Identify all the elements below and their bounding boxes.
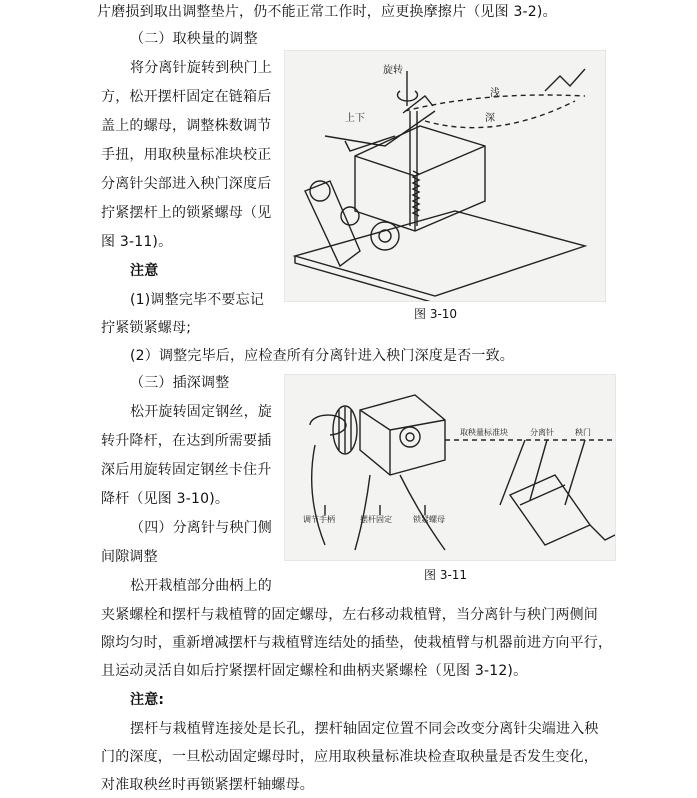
text-line: 转升降杆，在达到所需要插	[101, 433, 272, 449]
text-line: 松开栽植部分曲柄上的	[130, 578, 272, 594]
label-deep: 深	[485, 113, 495, 124]
text-line: 拧紧锁紧螺母;	[101, 320, 192, 336]
label-shallow: 浅	[490, 88, 500, 99]
note-title: 注意	[130, 263, 159, 279]
label-arm-fix: 摆杆固定	[360, 515, 392, 524]
text-line: 盖上的螺母，调整株数调节	[101, 118, 272, 134]
label-updown: 上下	[345, 113, 365, 124]
text-line: 将分离针旋转到秧门上	[130, 60, 272, 76]
text-line: (2）调整完毕后，应检查所有分离针进入秧门深度是否一致。	[130, 348, 514, 364]
text-line: (1)调整完毕不要忘记	[130, 292, 265, 308]
figure-3-11	[284, 374, 616, 561]
text-line: 降杆（见图 3-10)。	[101, 491, 230, 507]
text-line: 方，松开摆杆固定在链箱后	[101, 89, 272, 105]
text-line: 门的深度，一旦松动固定螺母时，应用取秧量标准块检查取秧量是否发生变化，	[101, 749, 598, 765]
text-line: 分离针尖部进入秧门深度后	[101, 176, 272, 192]
label-seedling-gate: 秧门	[575, 428, 591, 437]
figure-caption: 图 3-11	[424, 568, 468, 582]
note-title: 注意:	[130, 692, 165, 708]
figure-3-11-drawing	[285, 375, 615, 560]
section-heading-cont: 间隙调整	[101, 549, 158, 565]
text-line: 片磨损到取出调整垫片，仍不能正常工作时，应更换摩擦片（见图 3-2)。	[97, 4, 557, 20]
section-heading: （四）分离针与秧门侧	[130, 520, 272, 536]
text-line: 隙均匀时，重新增减摆杆与栽植臂连结处的插垫，使栽植臂与机器前进方向平行，	[101, 635, 613, 651]
text-line: 对准取秧丝时再锁紧摆杆轴螺母。	[101, 777, 314, 793]
section-heading: （二）取秧量的调整	[130, 31, 258, 47]
label-lock-nut: 锁紧螺母	[413, 515, 445, 524]
label-separator-needle: 分离针	[530, 428, 554, 437]
text-line: 深后用旋转固定钢丝卡住升	[101, 462, 272, 478]
label-rotate: 旋转	[383, 65, 403, 76]
text-line: 摆杆与栽植臂连接处是长孔，摆杆轴固定位置不同会改变分离针尖端进入秧	[130, 721, 599, 737]
text-line: 且运动灵活自如后拧紧摆杆固定螺栓和曲柄夹紧螺栓（见图 3-12)。	[101, 663, 528, 679]
text-line: 松开旋转固定钢丝，旋	[130, 404, 272, 420]
label-standard-block: 取秧量标准块	[460, 428, 508, 437]
text-line: 拧紧摆杆上的锁紧螺母（见	[101, 205, 272, 221]
figure-caption: 图 3-10	[414, 307, 458, 321]
label-adjust-handle: 调节手柄	[303, 515, 335, 524]
text-line: 图 3-11)。	[101, 234, 173, 250]
text-line: 手扭，用取秧量标准块校正	[101, 147, 272, 163]
section-heading: （三）插深调整	[130, 375, 230, 391]
figure-3-10-drawing	[285, 51, 605, 301]
text-line: 夹紧螺栓和摆杆与栽植臂的固定螺母，左右移动栽植臂，当分离针与秧门两侧间	[101, 607, 598, 623]
figure-3-10	[284, 50, 606, 302]
